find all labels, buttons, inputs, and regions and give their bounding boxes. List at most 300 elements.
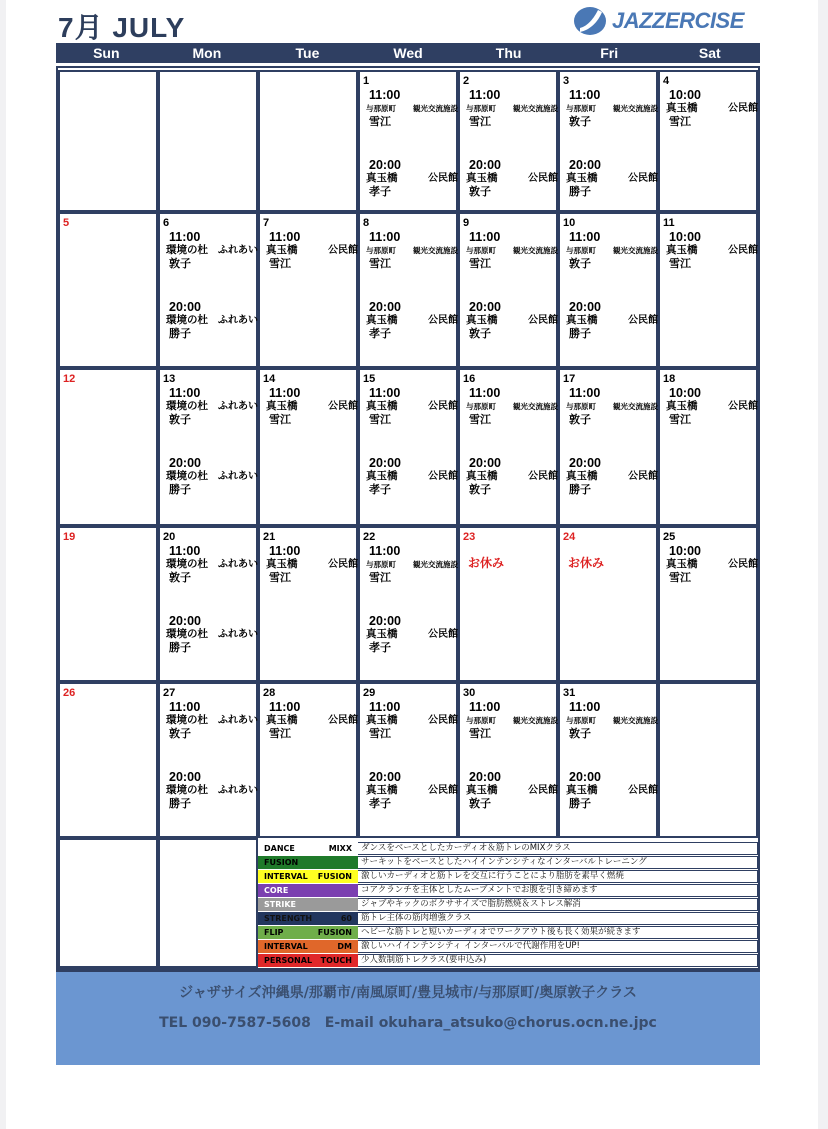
class-area: 環境の杜 <box>166 714 208 726</box>
legend-row <box>258 912 758 925</box>
legend-class-badge <box>258 912 358 925</box>
legend-class-name: DANCE <box>264 844 295 853</box>
class-area: 真玉橋 <box>366 172 398 184</box>
class-time: 11:00 <box>369 230 401 244</box>
class-area: 真玉橋 <box>566 172 598 184</box>
class-venue: 公民館 <box>728 401 758 412</box>
legend-description: ダンスをベースとしたカーディオ＆筋トレのMIXクラス <box>358 842 758 855</box>
class-time: 11:00 <box>369 700 401 714</box>
class-venue: 公民館 <box>728 245 758 256</box>
class-instructor: 雪江 <box>469 258 491 270</box>
class-entry[interactable] <box>266 230 358 271</box>
class-venue: 観光交流施設 <box>513 104 558 113</box>
class-area: 真玉橋 <box>666 102 698 114</box>
day-number: 8 <box>363 217 370 229</box>
page-title: 7月 JULY <box>58 12 186 43</box>
class-venue: 公民館 <box>528 315 558 326</box>
class-time: 10:00 <box>669 544 701 558</box>
class-time: 20:00 <box>569 456 601 470</box>
day-cell[interactable] <box>458 526 558 682</box>
class-entry[interactable] <box>566 300 658 341</box>
legend-class-suffix: 60 <box>340 914 352 923</box>
day-number: 11 <box>663 217 675 229</box>
class-entry[interactable] <box>366 770 458 811</box>
legend-description: ジャブやキックのボクササイズで脂肪燃焼＆ストレス解消 <box>358 898 758 911</box>
day-number: 10 <box>563 217 576 229</box>
class-venue: 公民館 <box>428 471 458 482</box>
class-area: 真玉橋 <box>466 470 498 482</box>
class-area: 真玉橋 <box>366 470 398 482</box>
class-instructor: 孝子 <box>369 186 391 198</box>
class-venue: 観光交流施設 <box>613 104 658 113</box>
day-cell[interactable] <box>158 526 258 682</box>
legend-class-name: CORE <box>264 886 289 895</box>
class-venue: 公民館 <box>728 103 758 114</box>
class-area: 与那原町 <box>566 104 596 113</box>
day-number: 7 <box>263 217 270 229</box>
class-area: 環境の杜 <box>166 244 208 256</box>
class-instructor: 雪江 <box>369 258 391 270</box>
class-venue: 公民館 <box>628 315 658 326</box>
class-instructor: 勝子 <box>169 642 191 654</box>
legend-class-name: STRIKE <box>264 900 297 909</box>
class-entry[interactable] <box>366 300 458 341</box>
legend-description: コアクランチを主体としたムーブメントでお腹を引き締めます <box>358 884 758 897</box>
weekday-fri: Fri <box>600 45 619 61</box>
class-entry[interactable] <box>266 544 358 585</box>
day-cell[interactable] <box>658 368 758 526</box>
class-area: 真玉橋 <box>266 558 298 570</box>
legend-row <box>258 898 758 911</box>
class-area: 真玉橋 <box>266 714 298 726</box>
footer-contact <box>56 970 760 1065</box>
class-entry[interactable] <box>366 230 458 271</box>
day-cell[interactable] <box>258 682 358 838</box>
class-area: 環境の杜 <box>166 784 208 796</box>
weekday-sat: Sat <box>698 45 721 61</box>
class-venue: 観光交流施設 <box>613 402 658 411</box>
day-cell[interactable] <box>458 70 558 212</box>
class-instructor: 勝子 <box>569 328 591 340</box>
day-cell[interactable] <box>358 368 458 526</box>
day-cell[interactable] <box>258 212 358 368</box>
class-area: 真玉橋 <box>266 400 298 412</box>
class-time: 11:00 <box>469 230 501 244</box>
day-number: 27 <box>163 687 176 699</box>
calendar-grid <box>56 66 760 970</box>
class-time: 11:00 <box>569 230 601 244</box>
legend-description: ヘビーな筋トレと短いカーディオでワークアウト後も長く効果が続きます <box>358 926 758 939</box>
class-area: 真玉橋 <box>466 314 498 326</box>
class-venue: 公民館 <box>628 471 658 482</box>
empty-cell <box>158 838 258 968</box>
legend-class-name: STRENGTH <box>264 914 313 923</box>
class-entry[interactable] <box>666 88 758 129</box>
class-area: 環境の杜 <box>166 400 208 412</box>
legend-row <box>258 884 758 897</box>
class-area: 真玉橋 <box>366 314 398 326</box>
class-venue: 公民館 <box>328 715 358 726</box>
class-instructor: 勝子 <box>569 186 591 198</box>
day-number: 30 <box>463 687 476 699</box>
empty-cell <box>58 838 158 968</box>
weekday-header <box>56 43 760 63</box>
class-instructor: 勝子 <box>569 798 591 810</box>
legend-class-badge <box>258 856 358 869</box>
class-venue: 公民館 <box>728 559 758 570</box>
weekday-tue: Tue <box>295 45 320 61</box>
day-cell[interactable] <box>558 368 658 526</box>
class-venue: 公民館 <box>428 629 458 640</box>
class-time: 20:00 <box>569 300 601 314</box>
class-venue: ふれあい <box>218 315 258 326</box>
class-time: 11:00 <box>469 700 501 714</box>
class-venue: 観光交流施設 <box>513 402 558 411</box>
day-cell[interactable] <box>458 368 558 526</box>
day-cell[interactable] <box>658 212 758 368</box>
class-time: 10:00 <box>669 88 701 102</box>
class-area: 環境の杜 <box>166 558 208 570</box>
class-entry[interactable] <box>566 230 658 271</box>
class-entry[interactable] <box>166 614 258 655</box>
legend-class-name: PERSONAL <box>264 956 313 965</box>
class-entry[interactable] <box>566 700 658 741</box>
legend-class-suffix: DM <box>337 942 352 951</box>
legend-row <box>258 954 758 967</box>
day-cell[interactable] <box>358 682 458 838</box>
logo-swoosh-icon <box>572 6 608 36</box>
class-time: 20:00 <box>469 456 501 470</box>
class-entry[interactable] <box>666 386 758 427</box>
class-instructor: 敦子 <box>569 728 591 740</box>
class-instructor: 雪江 <box>669 258 691 270</box>
class-instructor: 雪江 <box>369 728 391 740</box>
class-venue: ふれあい <box>218 559 258 570</box>
class-instructor: 敦子 <box>569 116 591 128</box>
class-venue: 公民館 <box>628 785 658 796</box>
class-venue: 観光交流施設 <box>613 246 658 255</box>
day-number: 28 <box>263 687 276 699</box>
class-time: 20:00 <box>169 770 201 784</box>
class-entry[interactable] <box>366 88 458 129</box>
class-entry[interactable] <box>366 386 458 427</box>
class-area: 真玉橋 <box>366 628 398 640</box>
class-venue: 公民館 <box>328 401 358 412</box>
class-time: 20:00 <box>169 456 201 470</box>
day-number: 4 <box>663 75 670 87</box>
class-area: 真玉橋 <box>566 470 598 482</box>
class-entry[interactable] <box>466 300 558 341</box>
class-venue: ふれあい <box>218 401 258 412</box>
class-entry[interactable] <box>466 230 558 271</box>
class-area: 真玉橋 <box>366 784 398 796</box>
class-venue: 観光交流施設 <box>413 246 458 255</box>
day-cell[interactable] <box>558 70 658 212</box>
class-entry[interactable] <box>166 456 258 497</box>
legend-class-name: FLIP <box>264 928 284 937</box>
class-time: 11:00 <box>169 230 201 244</box>
class-entry[interactable] <box>366 544 458 585</box>
class-instructor: 敦子 <box>569 414 591 426</box>
legend-class-name: INTERVAL <box>264 872 308 881</box>
class-time: 11:00 <box>269 700 301 714</box>
class-instructor: 雪江 <box>469 728 491 740</box>
day-cell[interactable] <box>358 212 458 368</box>
class-time: 11:00 <box>369 88 401 102</box>
class-venue: ふれあい <box>218 785 258 796</box>
class-instructor: 敦子 <box>169 414 191 426</box>
day-cell[interactable] <box>158 368 258 526</box>
class-time: 20:00 <box>369 614 401 628</box>
footer-contact-line: TEL 090-7587-5608 E-mail okuhara_atsuko@chorus.ocn.ne.jpc <box>159 1015 657 1031</box>
legend-class-badge <box>258 884 358 897</box>
class-time: 11:00 <box>569 88 601 102</box>
class-time: 11:00 <box>569 700 601 714</box>
day-number: 31 <box>563 687 576 699</box>
class-entry[interactable] <box>466 158 558 199</box>
day-number: 26 <box>63 687 76 699</box>
legend-row <box>258 856 758 869</box>
empty-cell <box>158 70 258 212</box>
class-area: 真玉橋 <box>666 558 698 570</box>
class-area: 真玉橋 <box>466 172 498 184</box>
day-cell[interactable] <box>558 212 658 368</box>
class-instructor: 雪江 <box>669 414 691 426</box>
class-venue: 公民館 <box>428 715 458 726</box>
day-cell[interactable] <box>358 526 458 682</box>
class-time: 20:00 <box>369 456 401 470</box>
class-entry[interactable] <box>166 700 258 741</box>
weekday-mon: Mon <box>192 45 222 61</box>
class-time: 11:00 <box>169 544 201 558</box>
class-entry[interactable] <box>466 88 558 129</box>
legend-class-name: FUSION <box>264 858 299 867</box>
class-area: 真玉橋 <box>666 244 698 256</box>
class-area: 与那原町 <box>566 716 596 725</box>
day-number: 14 <box>263 373 276 385</box>
class-time: 11:00 <box>369 544 401 558</box>
day-cell[interactable] <box>58 682 158 838</box>
class-instructor: 勝子 <box>169 328 191 340</box>
class-instructor: 勝子 <box>169 484 191 496</box>
logo-text: JAZZERCISE <box>612 8 744 33</box>
day-off-label: お休み <box>468 556 505 570</box>
class-venue: 公民館 <box>328 559 358 570</box>
class-time: 11:00 <box>269 386 301 400</box>
class-instructor: 雪江 <box>269 258 291 270</box>
day-cell[interactable] <box>558 526 658 682</box>
class-entry[interactable] <box>366 700 458 741</box>
legend-class-badge <box>258 898 358 911</box>
class-time: 20:00 <box>469 770 501 784</box>
legend-class-badge <box>258 926 358 939</box>
class-venue: 公民館 <box>428 173 458 184</box>
class-area: 環境の杜 <box>166 314 208 326</box>
class-venue: 公民館 <box>528 785 558 796</box>
class-instructor: 敦子 <box>469 484 491 496</box>
class-instructor: 雪江 <box>269 728 291 740</box>
day-cell[interactable] <box>58 212 158 368</box>
class-instructor: 敦子 <box>169 728 191 740</box>
class-area: 真玉橋 <box>366 714 398 726</box>
day-cell[interactable] <box>458 212 558 368</box>
class-instructor: 孝子 <box>369 798 391 810</box>
class-venue: 公民館 <box>528 471 558 482</box>
class-instructor: 敦子 <box>569 258 591 270</box>
class-area: 真玉橋 <box>566 784 598 796</box>
legend-class-badge <box>258 954 358 967</box>
class-entry[interactable] <box>566 88 658 129</box>
day-number: 9 <box>463 217 470 229</box>
day-cell[interactable] <box>158 682 258 838</box>
day-number: 17 <box>563 373 576 385</box>
class-instructor: 敦子 <box>469 328 491 340</box>
legend-class-badge <box>258 842 358 855</box>
class-time: 20:00 <box>469 158 501 172</box>
class-entry[interactable] <box>166 770 258 811</box>
class-entry[interactable] <box>566 770 658 811</box>
day-cell[interactable] <box>458 682 558 838</box>
class-time: 10:00 <box>669 230 701 244</box>
class-area: 与那原町 <box>366 104 396 113</box>
class-time: 11:00 <box>469 386 501 400</box>
day-cell[interactable] <box>258 368 358 526</box>
class-entry[interactable] <box>666 230 758 271</box>
class-instructor: 雪江 <box>669 572 691 584</box>
class-entry[interactable] <box>166 386 258 427</box>
class-area: 与那原町 <box>466 716 496 725</box>
class-entry[interactable] <box>466 456 558 497</box>
class-instructor: 勝子 <box>569 484 591 496</box>
weekday-sun: Sun <box>93 45 120 61</box>
class-instructor: 雪江 <box>469 116 491 128</box>
class-time: 10:00 <box>669 386 701 400</box>
class-area: 与那原町 <box>366 246 396 255</box>
class-venue: ふれあい <box>218 629 258 640</box>
day-number: 12 <box>63 373 76 385</box>
class-venue: 公民館 <box>428 785 458 796</box>
legend-row <box>258 940 758 953</box>
class-entry[interactable] <box>366 456 458 497</box>
class-entry[interactable] <box>566 158 658 199</box>
day-number: 24 <box>563 531 576 543</box>
class-time: 11:00 <box>169 700 201 714</box>
class-venue: 公民館 <box>328 245 358 256</box>
class-area: 真玉橋 <box>666 400 698 412</box>
class-instructor: 敦子 <box>469 186 491 198</box>
class-time: 20:00 <box>369 158 401 172</box>
class-entry[interactable] <box>566 386 658 427</box>
class-area: 環境の杜 <box>166 470 208 482</box>
class-entry[interactable] <box>666 544 758 585</box>
day-number: 3 <box>563 75 570 87</box>
empty-cell <box>258 70 358 212</box>
class-venue: 観光交流施設 <box>513 716 558 725</box>
class-venue: ふれあい <box>218 471 258 482</box>
day-off-label: お休み <box>568 556 605 570</box>
class-venue: 公民館 <box>528 173 558 184</box>
class-instructor: 雪江 <box>369 116 391 128</box>
empty-cell <box>658 682 758 838</box>
class-area: 環境の杜 <box>166 628 208 640</box>
class-entry[interactable] <box>266 700 358 741</box>
class-venue: 観光交流施設 <box>413 560 458 569</box>
day-cell[interactable] <box>558 682 658 838</box>
legend-row <box>258 842 758 855</box>
class-entry[interactable] <box>366 158 458 199</box>
class-instructor: 雪江 <box>369 572 391 584</box>
class-venue: 観光交流施設 <box>513 246 558 255</box>
class-area: 与那原町 <box>566 246 596 255</box>
class-instructor: 雪江 <box>469 414 491 426</box>
class-entry[interactable] <box>266 386 358 427</box>
day-cell[interactable] <box>58 368 158 526</box>
class-venue: 公民館 <box>428 315 458 326</box>
class-entry[interactable] <box>466 386 558 427</box>
day-number: 16 <box>463 373 476 385</box>
legend-description: 少人数制筋トレクラス(要申込み) <box>358 954 758 967</box>
footer-area-line: ジャザサイズ沖縄県/那覇市/南風原町/豊見城市/与那原町/奥原敦子クラス <box>179 985 637 1001</box>
class-entry[interactable] <box>566 456 658 497</box>
legend-class-badge <box>258 940 358 953</box>
day-cell[interactable] <box>358 70 458 212</box>
day-number: 29 <box>363 687 376 699</box>
class-entry[interactable] <box>466 770 558 811</box>
legend-description: 激しいハイインテンシティ インターバルで代謝作用をUP! <box>358 940 758 953</box>
day-cell[interactable] <box>58 526 158 682</box>
day-number: 20 <box>163 531 176 543</box>
day-cell[interactable] <box>258 526 358 682</box>
class-instructor: 敦子 <box>169 258 191 270</box>
class-instructor: 孝子 <box>369 484 391 496</box>
class-venue: ふれあい <box>218 715 258 726</box>
class-area: 与那原町 <box>466 104 496 113</box>
legend-class-name: INTERVAL <box>264 942 308 951</box>
day-number: 23 <box>463 531 476 543</box>
class-area: 与那原町 <box>466 246 496 255</box>
class-time: 11:00 <box>369 386 401 400</box>
class-area: 与那原町 <box>366 560 396 569</box>
class-venue: 観光交流施設 <box>413 104 458 113</box>
class-venue: 公民館 <box>628 173 658 184</box>
class-area: 与那原町 <box>466 402 496 411</box>
day-number: 18 <box>663 373 676 385</box>
day-number: 22 <box>363 531 376 543</box>
class-venue: 公民館 <box>428 401 458 412</box>
class-entry[interactable] <box>366 614 458 655</box>
class-time: 11:00 <box>569 386 601 400</box>
weekday-wed: Wed <box>393 45 423 61</box>
class-entry[interactable] <box>466 700 558 741</box>
class-venue: 観光交流施設 <box>613 716 658 725</box>
class-entry[interactable] <box>166 544 258 585</box>
class-instructor: 孝子 <box>369 328 391 340</box>
day-number: 15 <box>363 373 376 385</box>
class-entry[interactable] <box>166 300 258 341</box>
day-cell[interactable] <box>658 526 758 682</box>
empty-cell <box>58 70 158 212</box>
day-number: 25 <box>663 531 676 543</box>
class-area: 真玉橋 <box>366 400 398 412</box>
jazzercise-logo <box>572 6 754 36</box>
legend-class-badge <box>258 870 358 883</box>
day-cell[interactable] <box>158 212 258 368</box>
day-cell[interactable] <box>658 70 758 212</box>
day-number: 5 <box>63 217 70 229</box>
class-time: 11:00 <box>169 386 201 400</box>
day-number: 13 <box>163 373 176 385</box>
class-entry[interactable] <box>166 230 258 271</box>
